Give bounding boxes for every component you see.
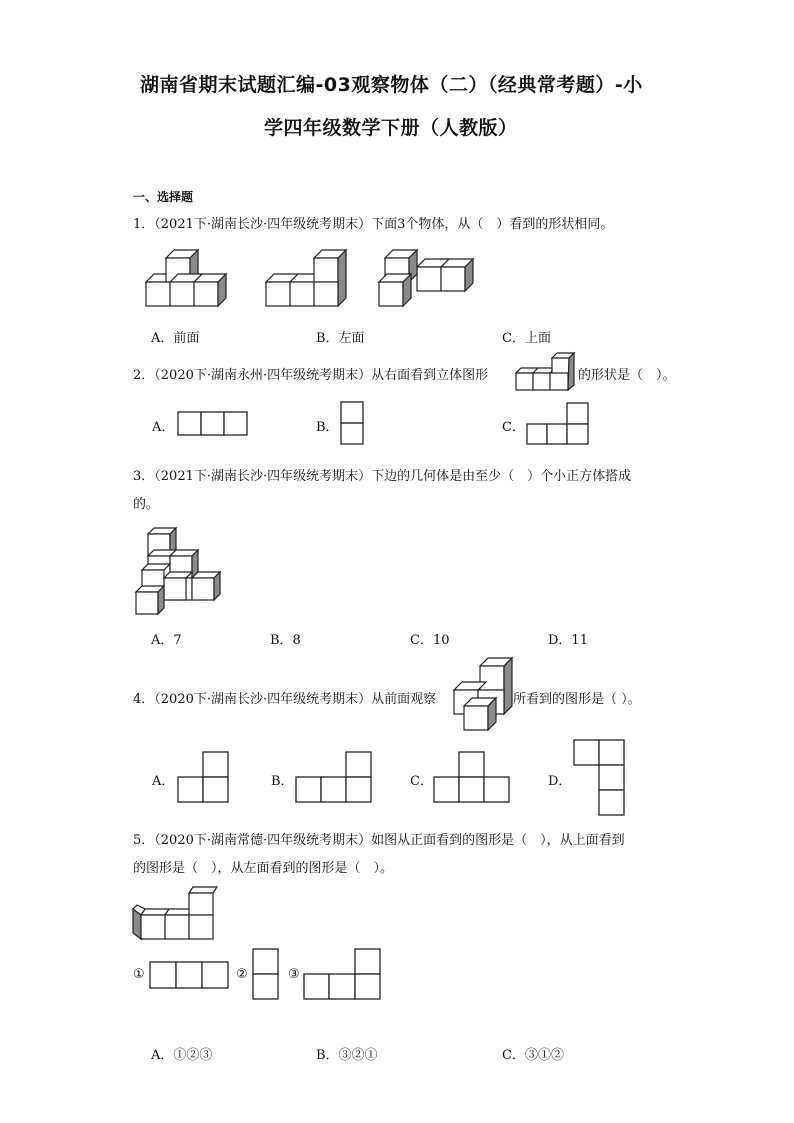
q5-label-1: ①	[133, 967, 145, 982]
q4-option-a[interactable]: A．	[152, 774, 175, 789]
q1-option-a[interactable]: A．前面	[151, 331, 200, 346]
q4-option-d[interactable]: D．	[548, 774, 572, 789]
q1-option-c[interactable]: C．上面	[502, 331, 551, 346]
question-4-text-after: 所看到的图形是（ ）。	[513, 692, 641, 707]
q5-option-c[interactable]: C．③①②	[502, 1048, 564, 1063]
q5-view-1-shape	[149, 961, 231, 991]
q5-view-2-shape	[252, 948, 280, 1002]
section-heading: 一、选择题	[133, 190, 194, 204]
q1-figure-1	[140, 250, 230, 310]
q2-option-b-shape	[340, 401, 366, 447]
q2-option-b[interactable]: B．	[316, 420, 339, 435]
q5-option-a[interactable]: A．①②③	[151, 1048, 213, 1063]
q3-option-c[interactable]: C．10	[410, 633, 450, 648]
question-5-text-line1: 5．（2020下·湖南常德·四年级统考期末）如图从正面看到的图形是（ ），从上面看到	[133, 833, 625, 848]
q4-option-a-shape	[177, 751, 233, 807]
page-title-line2: 学四年级数学下册（人教版）	[264, 117, 518, 139]
q3-option-b[interactable]: B．8	[270, 633, 301, 648]
q2-option-a-shape	[177, 411, 249, 437]
q2-option-a[interactable]: A．	[152, 420, 175, 435]
page-title-line1: 湖南省期末试题汇编-03观察物体（二）（经典常考题）-小	[140, 74, 643, 96]
q3-option-d[interactable]: D．11	[548, 633, 588, 648]
q4-option-b-shape	[295, 751, 377, 807]
q5-figure	[133, 884, 217, 942]
q1-figure-2	[264, 250, 344, 310]
question-5-text-line2: 的图形是（ ），从左面看到的图形是（ ）。	[133, 861, 394, 876]
q4-option-c-shape	[433, 751, 515, 807]
question-3-text-line1: 3．（2021下·湖南长沙·四年级统考期末）下边的几何体是由至少（ ）个小正方体搭成	[133, 469, 632, 484]
q5-label-2: ②	[236, 967, 248, 982]
question-2-text-after: 的形状是（ ）。	[578, 368, 676, 383]
question-4-text-before: 4．（2020下·湖南长沙·四年级统考期末）从前面观察	[133, 692, 437, 707]
q4-option-d-shape	[573, 739, 629, 819]
q5-option-b[interactable]: B．③②①	[316, 1048, 378, 1063]
q3-option-a[interactable]: A．7	[151, 633, 182, 648]
question-3-text-line2: 的。	[133, 497, 160, 512]
q4-option-c[interactable]: C．	[410, 774, 433, 789]
q2-figure	[514, 352, 580, 392]
q4-figure	[452, 656, 518, 732]
q2-option-c-shape	[526, 402, 592, 448]
question-1-text: 1．（2021下·湖南长沙·四年级统考期末）下面3个物体，从（ ）看到的形状相同。	[133, 217, 614, 232]
q2-option-c[interactable]: C．	[502, 420, 525, 435]
question-2-text-before: 2．（2020下·湖南永州·四年级统考期末）从右面看到立体图形	[133, 368, 489, 383]
q5-view-3-shape	[303, 948, 383, 1002]
q4-option-b[interactable]: B．	[271, 774, 294, 789]
q3-figure	[134, 524, 230, 620]
q5-label-3: ③	[288, 967, 300, 982]
q1-option-b[interactable]: B．左面	[316, 331, 365, 346]
q1-figure-3	[377, 250, 477, 310]
